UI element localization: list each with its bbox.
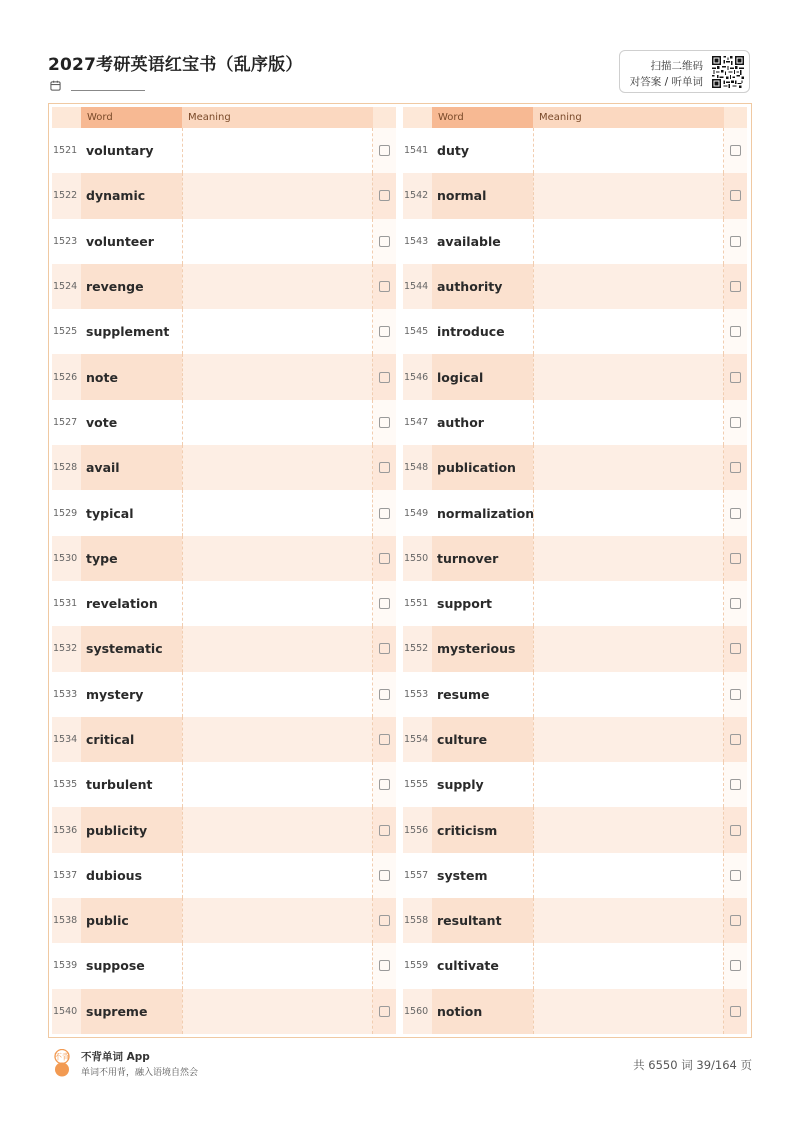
table-row bbox=[52, 490, 396, 535]
checkbox[interactable] bbox=[379, 1006, 390, 1017]
table-row bbox=[52, 264, 396, 309]
word-number: 1541 bbox=[404, 145, 429, 157]
checkbox[interactable] bbox=[730, 145, 741, 156]
word-cell: introduce bbox=[437, 324, 505, 340]
table-row bbox=[403, 626, 747, 671]
word-cell: culture bbox=[432, 717, 533, 762]
word-cell: vote bbox=[86, 414, 118, 430]
table-row bbox=[52, 943, 396, 988]
checkbox[interactable] bbox=[379, 960, 390, 971]
table-row bbox=[52, 173, 396, 218]
meaning-cell[interactable] bbox=[182, 807, 373, 852]
header-meaning: Meaning bbox=[182, 107, 373, 128]
checkbox[interactable] bbox=[730, 689, 741, 700]
word-cell: revenge bbox=[81, 264, 182, 309]
checkbox[interactable] bbox=[730, 326, 741, 337]
word-cell: normalization bbox=[437, 505, 535, 521]
checkbox[interactable] bbox=[379, 779, 390, 790]
word-table bbox=[48, 103, 752, 1038]
word-number: 1536 bbox=[53, 824, 78, 836]
word-cell: supplement bbox=[86, 324, 170, 340]
meaning-cell[interactable] bbox=[182, 672, 373, 717]
meaning-cell[interactable] bbox=[533, 807, 724, 852]
checkbox[interactable] bbox=[730, 598, 741, 609]
checkbox[interactable] bbox=[730, 960, 741, 971]
meaning-cell[interactable] bbox=[182, 128, 373, 173]
word-cell: turnover bbox=[432, 536, 533, 581]
word-number: 1522 bbox=[53, 190, 78, 202]
word-number: 1545 bbox=[404, 326, 429, 338]
footer-tagline: 单词不用背，融入语境自然会 bbox=[81, 1068, 199, 1078]
table-row bbox=[52, 989, 396, 1034]
word-number: 1524 bbox=[53, 281, 78, 293]
checkbox[interactable] bbox=[379, 145, 390, 156]
word-number: 1534 bbox=[53, 734, 78, 745]
checkbox[interactable] bbox=[730, 734, 741, 745]
checkbox[interactable] bbox=[730, 1006, 741, 1017]
header-word: Word bbox=[81, 107, 182, 128]
table-row bbox=[403, 128, 747, 173]
table-row bbox=[403, 807, 747, 852]
meaning-cell[interactable] bbox=[533, 400, 724, 445]
checkbox[interactable] bbox=[379, 281, 390, 292]
word-number: 1558 bbox=[404, 915, 429, 927]
word-number: 1540 bbox=[53, 1005, 78, 1017]
meaning-cell[interactable] bbox=[533, 173, 724, 218]
checkbox[interactable] bbox=[730, 643, 741, 654]
table-row bbox=[52, 354, 396, 399]
app-logo-text-top: 不背 bbox=[54, 1052, 70, 1062]
meaning-cell[interactable] bbox=[533, 717, 724, 762]
word-number: 1549 bbox=[404, 507, 429, 519]
meaning-cell[interactable] bbox=[182, 400, 373, 445]
checkbox[interactable] bbox=[379, 372, 390, 383]
word-cell: author bbox=[437, 414, 484, 430]
word-cell: publicity bbox=[81, 807, 182, 852]
checkbox[interactable] bbox=[379, 643, 390, 654]
meaning-cell[interactable] bbox=[533, 128, 724, 173]
table-row bbox=[403, 717, 747, 762]
word-number: 1538 bbox=[53, 915, 78, 927]
word-number: 1551 bbox=[404, 598, 429, 610]
checkbox[interactable] bbox=[730, 779, 741, 790]
meaning-cell[interactable] bbox=[182, 490, 373, 535]
meaning-cell[interactable] bbox=[533, 309, 724, 354]
word-cell: public bbox=[81, 898, 182, 943]
meaning-cell[interactable] bbox=[533, 898, 724, 943]
date-field bbox=[50, 80, 145, 91]
meaning-cell[interactable] bbox=[533, 264, 724, 309]
qr-box bbox=[619, 50, 750, 93]
word-cell: voluntary bbox=[86, 143, 154, 159]
word-cell: revelation bbox=[86, 596, 158, 612]
word-cell: mystery bbox=[86, 686, 144, 702]
checkbox[interactable] bbox=[730, 236, 741, 247]
date-blank-line[interactable] bbox=[71, 80, 145, 91]
word-number: 1546 bbox=[404, 371, 429, 383]
word-number: 1559 bbox=[404, 960, 429, 972]
word-number: 1527 bbox=[53, 416, 78, 428]
word-number: 1556 bbox=[404, 824, 429, 836]
word-cell: support bbox=[437, 596, 492, 612]
meaning-cell[interactable] bbox=[182, 717, 373, 762]
checkbox[interactable] bbox=[730, 915, 741, 926]
meaning-cell[interactable] bbox=[182, 264, 373, 309]
checkbox[interactable] bbox=[379, 190, 390, 201]
word-number: 1521 bbox=[53, 145, 78, 157]
page-title: 2027考研英语红宝书（乱序版） bbox=[48, 55, 303, 75]
word-cell: available bbox=[437, 233, 501, 249]
word-number: 1548 bbox=[404, 462, 429, 474]
checkbox[interactable] bbox=[379, 734, 390, 745]
table-row bbox=[52, 400, 396, 445]
footer-app-name: 不背单词 App bbox=[81, 1051, 150, 1063]
header-word: Word bbox=[432, 107, 533, 128]
checkbox[interactable] bbox=[379, 417, 390, 428]
meaning-cell[interactable] bbox=[533, 536, 724, 581]
word-cell: critical bbox=[81, 717, 182, 762]
word-cell: suppose bbox=[86, 958, 145, 974]
meaning-cell[interactable] bbox=[182, 219, 373, 264]
table-row bbox=[403, 490, 747, 535]
meaning-cell[interactable] bbox=[182, 354, 373, 399]
meaning-cell[interactable] bbox=[182, 173, 373, 218]
checkbox[interactable] bbox=[730, 508, 741, 519]
checkbox[interactable] bbox=[730, 553, 741, 564]
word-number: 1532 bbox=[53, 643, 78, 655]
table-row bbox=[52, 717, 396, 762]
word-cell: publication bbox=[432, 445, 533, 490]
header-meaning: Meaning bbox=[533, 107, 724, 128]
word-number: 1531 bbox=[53, 598, 78, 610]
word-number: 1535 bbox=[53, 779, 78, 791]
table-row bbox=[403, 173, 747, 218]
table-row bbox=[403, 943, 747, 988]
table-row bbox=[403, 672, 747, 717]
word-cell: resultant bbox=[432, 898, 533, 943]
meaning-cell[interactable] bbox=[533, 445, 724, 490]
meaning-cell[interactable] bbox=[182, 943, 373, 988]
checkbox[interactable] bbox=[379, 689, 390, 700]
checkbox[interactable] bbox=[379, 462, 390, 473]
word-cell: duty bbox=[437, 143, 469, 159]
table-row bbox=[52, 762, 396, 807]
meaning-cell[interactable] bbox=[533, 762, 724, 807]
meaning-cell[interactable] bbox=[182, 536, 373, 581]
word-number: 1542 bbox=[404, 190, 429, 202]
word-number: 1553 bbox=[404, 688, 429, 700]
table-row bbox=[52, 219, 396, 264]
checkbox[interactable] bbox=[730, 825, 741, 836]
table-row bbox=[403, 309, 747, 354]
table-row bbox=[403, 445, 747, 490]
table-header bbox=[403, 107, 747, 128]
table-row bbox=[403, 898, 747, 943]
checkbox[interactable] bbox=[379, 326, 390, 337]
word-cell: avail bbox=[81, 445, 182, 490]
meaning-cell[interactable] bbox=[533, 853, 724, 898]
meaning-cell[interactable] bbox=[182, 309, 373, 354]
column-left bbox=[52, 107, 396, 1034]
word-cell: type bbox=[81, 536, 182, 581]
meaning-cell[interactable] bbox=[182, 445, 373, 490]
calendar-icon bbox=[50, 80, 61, 91]
qr-code-icon bbox=[712, 56, 744, 88]
word-cell: supply bbox=[437, 777, 484, 793]
meaning-cell[interactable] bbox=[533, 490, 724, 535]
word-cell: volunteer bbox=[86, 233, 154, 249]
table-row bbox=[52, 581, 396, 626]
qr-line-1: 扫描二维码 bbox=[650, 60, 703, 72]
checkbox[interactable] bbox=[379, 598, 390, 609]
column-right bbox=[403, 107, 747, 1034]
meaning-cell[interactable] bbox=[182, 762, 373, 807]
checkbox[interactable] bbox=[379, 236, 390, 247]
meaning-cell[interactable] bbox=[182, 898, 373, 943]
word-number: 1555 bbox=[404, 779, 429, 791]
table-row bbox=[52, 445, 396, 490]
meaning-cell[interactable] bbox=[533, 989, 724, 1034]
word-cell: dubious bbox=[86, 867, 143, 883]
meaning-cell[interactable] bbox=[182, 853, 373, 898]
meaning-cell[interactable] bbox=[182, 581, 373, 626]
word-number: 1529 bbox=[53, 507, 78, 519]
table-row bbox=[52, 898, 396, 943]
checkbox[interactable] bbox=[730, 870, 741, 881]
word-cell: logical bbox=[432, 354, 533, 399]
word-cell: system bbox=[437, 867, 488, 883]
word-number: 1557 bbox=[404, 869, 429, 881]
word-cell: systematic bbox=[81, 626, 182, 671]
table-row bbox=[403, 853, 747, 898]
checkbox[interactable] bbox=[379, 915, 390, 926]
table-row bbox=[403, 354, 747, 399]
table-row bbox=[52, 128, 396, 173]
table-row bbox=[52, 672, 396, 717]
meaning-cell[interactable] bbox=[182, 626, 373, 671]
page-count: 共 6550 词 39/164 页 bbox=[633, 1058, 752, 1072]
meaning-cell[interactable] bbox=[533, 581, 724, 626]
word-cell: supreme bbox=[81, 989, 182, 1034]
qr-line-2: 对答案 / 听单词 bbox=[629, 76, 703, 88]
word-number: 1539 bbox=[53, 960, 78, 972]
meaning-cell[interactable] bbox=[533, 219, 724, 264]
word-cell: dynamic bbox=[81, 173, 182, 218]
word-cell: note bbox=[81, 354, 182, 399]
table-row bbox=[52, 626, 396, 671]
word-cell: resume bbox=[437, 686, 490, 702]
meaning-cell[interactable] bbox=[533, 672, 724, 717]
table-row bbox=[52, 309, 396, 354]
table-header bbox=[52, 107, 396, 128]
word-cell: cultivate bbox=[437, 958, 499, 974]
word-cell: typical bbox=[86, 505, 134, 521]
word-number: 1523 bbox=[53, 235, 78, 247]
table-row bbox=[403, 581, 747, 626]
meaning-cell[interactable] bbox=[533, 943, 724, 988]
checkbox[interactable] bbox=[379, 553, 390, 564]
meaning-cell[interactable] bbox=[182, 989, 373, 1034]
word-number: 1533 bbox=[53, 688, 78, 700]
table-row bbox=[403, 762, 747, 807]
meaning-cell[interactable] bbox=[533, 354, 724, 399]
word-cell: turbulent bbox=[86, 777, 153, 793]
word-cell: notion bbox=[432, 989, 533, 1034]
word-number: 1550 bbox=[404, 552, 429, 564]
checkbox[interactable] bbox=[730, 417, 741, 428]
app-logo-icon bbox=[51, 1049, 73, 1077]
word-cell: criticism bbox=[432, 807, 533, 852]
checkbox[interactable] bbox=[379, 825, 390, 836]
table-row bbox=[52, 853, 396, 898]
word-number: 1537 bbox=[53, 869, 78, 881]
word-number: 1547 bbox=[404, 416, 429, 428]
checkbox[interactable] bbox=[730, 190, 741, 201]
checkbox[interactable] bbox=[730, 281, 741, 292]
table-row bbox=[403, 400, 747, 445]
table-row bbox=[403, 264, 747, 309]
table-row bbox=[52, 536, 396, 581]
word-number: 1530 bbox=[53, 552, 78, 564]
word-number: 1528 bbox=[53, 462, 78, 474]
word-number: 1525 bbox=[53, 326, 78, 338]
word-number: 1552 bbox=[404, 643, 429, 655]
checkbox[interactable] bbox=[379, 870, 390, 881]
word-cell: mysterious bbox=[432, 626, 533, 671]
checkbox[interactable] bbox=[730, 372, 741, 383]
word-number: 1526 bbox=[53, 371, 78, 383]
table-row bbox=[403, 219, 747, 264]
table-row bbox=[52, 807, 396, 852]
checkbox[interactable] bbox=[730, 462, 741, 473]
word-cell: authority bbox=[432, 264, 533, 309]
word-number: 1554 bbox=[404, 734, 429, 745]
word-number: 1560 bbox=[404, 1005, 429, 1017]
meaning-cell[interactable] bbox=[533, 626, 724, 671]
checkbox[interactable] bbox=[379, 508, 390, 519]
table-row bbox=[403, 536, 747, 581]
word-number: 1544 bbox=[404, 281, 429, 293]
word-cell: normal bbox=[432, 173, 533, 218]
word-number: 1543 bbox=[404, 235, 429, 247]
table-row bbox=[403, 989, 747, 1034]
